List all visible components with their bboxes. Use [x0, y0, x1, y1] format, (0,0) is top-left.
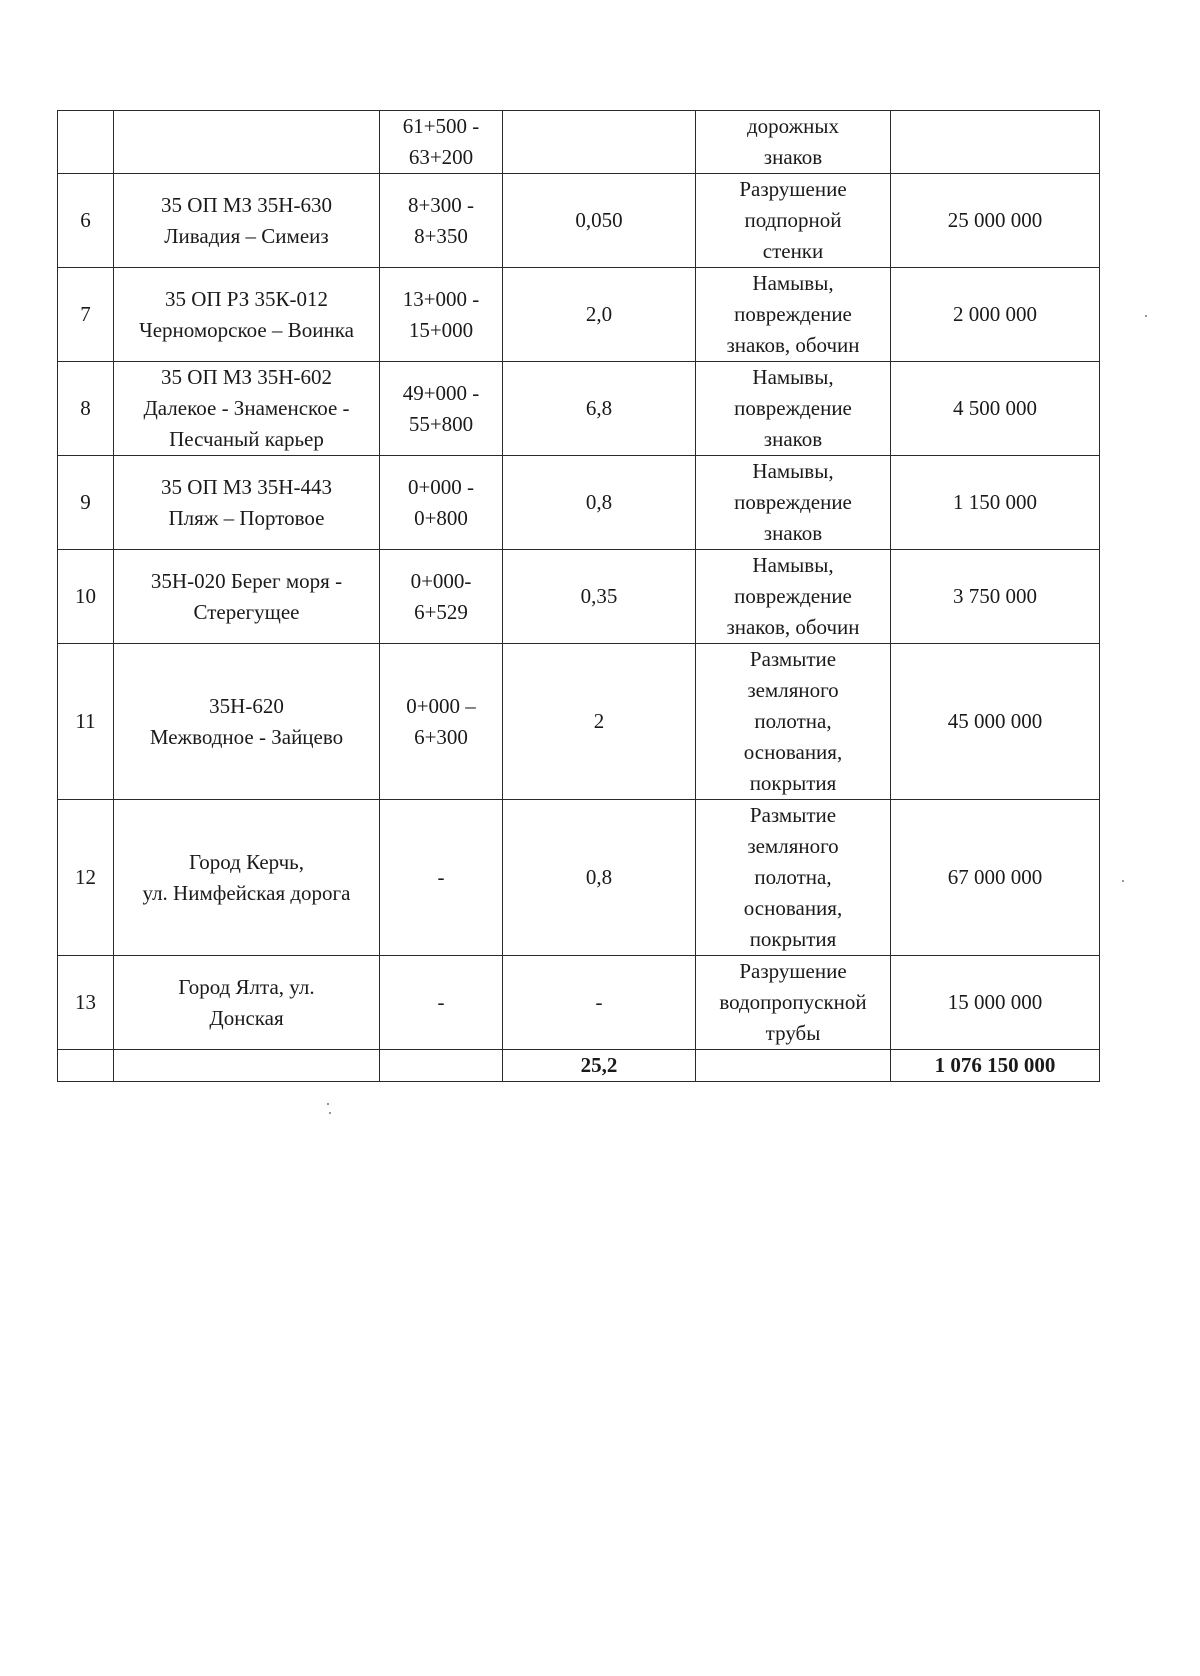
- kilometer-range-cell-line: 8+350: [414, 223, 468, 248]
- damage-description-cell-line: Намывы,: [752, 365, 834, 389]
- damage-description-cell-line: трубы: [765, 1021, 821, 1045]
- damage-description-cell: [696, 268, 891, 362]
- kilometer-range-cell: [380, 268, 503, 362]
- road-name-cell: [114, 956, 380, 1050]
- length-cell: 2: [503, 644, 696, 800]
- damage-description-cell: [696, 456, 891, 550]
- damage-description-cell: [696, 644, 891, 800]
- road-damage-table: [57, 110, 1100, 1082]
- damage-description-cell-line: знаков: [763, 521, 823, 545]
- kilometer-range-cell-line: 63+200: [408, 145, 474, 169]
- kilometer-range-cell-line: 55+800: [408, 411, 474, 436]
- cost-cell: 4 500 000: [891, 362, 1100, 456]
- cost-cell: [891, 111, 1100, 174]
- damage-description-cell-line: Размытие: [749, 647, 837, 671]
- road-name-cell-line: Донская: [209, 1005, 284, 1030]
- road-name-cell-line: Ливадия – Симеиз: [164, 223, 329, 248]
- kilometer-range-cell-line: 15+000: [408, 317, 474, 342]
- kilometer-range-cell-line: 0+000 –: [406, 693, 476, 718]
- road-name-cell: [114, 111, 380, 174]
- damage-description-cell-line: основания,: [743, 740, 843, 764]
- table-body: [58, 111, 1100, 1082]
- damage-description-cell-line: покрытия: [749, 771, 837, 795]
- damage-description-cell-line: Разрушение: [739, 177, 847, 201]
- length-cell: -: [503, 956, 696, 1050]
- damage-description-cell: [696, 174, 891, 268]
- damage-description-cell-line: стенки: [762, 239, 824, 263]
- damage-description-cell: [696, 550, 891, 644]
- kilometer-range-cell: [380, 456, 503, 550]
- total-length-cell: 25,2: [503, 1050, 696, 1082]
- road-name-cell-line: ул. Нимфейская дорога: [142, 880, 351, 905]
- damage-description-cell-line: полотна,: [754, 709, 832, 733]
- road-name-cell: [114, 174, 380, 268]
- kilometer-range-cell-line: 0+000 -: [407, 474, 475, 499]
- kilometer-range-cell: [380, 956, 503, 1050]
- length-cell: 6,8: [503, 362, 696, 456]
- road-name-cell: [114, 644, 380, 800]
- damage-description-cell-line: покрытия: [749, 927, 837, 951]
- row-number-cell: 11: [58, 644, 114, 800]
- table-row: [58, 800, 1100, 956]
- road-name-cell-line: 35Н-020 Берег моря -: [150, 568, 343, 593]
- total-empty-cell: [58, 1050, 114, 1082]
- damage-description-cell-line: дорожных: [746, 114, 840, 138]
- kilometer-range-cell-line: 0+800: [414, 505, 468, 530]
- damage-description-cell-line: знаков: [763, 427, 823, 451]
- total-empty-cell: [696, 1050, 891, 1082]
- damage-description-cell-line: полотна,: [754, 865, 832, 889]
- kilometer-range-cell-line: 61+500 -: [402, 114, 480, 138]
- damage-description-cell-line: повреждение: [734, 584, 852, 608]
- damage-description-cell-line: Разрушение: [739, 959, 847, 983]
- road-name-cell-line: Песчаный карьер: [169, 427, 324, 451]
- damage-description-cell-line: повреждение: [734, 396, 852, 420]
- road-name-cell-line: 35Н-620: [209, 693, 284, 718]
- road-name-cell: [114, 800, 380, 956]
- damage-description-cell-line: Намывы,: [752, 553, 834, 577]
- kilometer-range-cell-line: 6+529: [414, 599, 468, 624]
- damage-description-cell: [696, 111, 891, 174]
- total-cost-cell: 1 076 150 000: [891, 1050, 1100, 1082]
- row-number-cell: [58, 111, 114, 174]
- damage-description-cell-line: Намывы,: [752, 459, 834, 483]
- cost-cell: 67 000 000: [891, 800, 1100, 956]
- table-row: [58, 111, 1100, 174]
- table-row: [58, 550, 1100, 644]
- road-name-cell-line: Стерегущее: [193, 599, 300, 624]
- road-name-cell-line: Город Керчь,: [188, 849, 305, 874]
- row-number-cell: 9: [58, 456, 114, 550]
- cost-cell: 15 000 000: [891, 956, 1100, 1050]
- table-row: [58, 174, 1100, 268]
- road-name-cell-line: Черноморское – Воинка: [139, 317, 354, 342]
- damage-description-cell-line: Намывы,: [752, 271, 834, 295]
- kilometer-range-cell: [380, 362, 503, 456]
- kilometer-range-cell-line: 6+300: [414, 724, 468, 749]
- road-name-cell-line: 35 ОП МЗ 35Н-443: [161, 474, 332, 499]
- damage-description-cell-line: повреждение: [734, 490, 852, 514]
- kilometer-range-cell: [380, 644, 503, 800]
- scan-speck: [1122, 880, 1124, 882]
- damage-description-cell-line: знаков, обочин: [726, 333, 860, 357]
- kilometer-range-cell-line: -: [437, 990, 445, 1014]
- damage-description-cell-line: земляного: [747, 834, 839, 858]
- table-row: [58, 362, 1100, 456]
- length-cell: [503, 111, 696, 174]
- road-name-cell-line: 35 ОП РЗ 35К-012: [164, 286, 329, 311]
- damage-description-cell-line: основания,: [743, 896, 843, 920]
- road-name-cell-line: Межводное - Зайцево: [149, 724, 344, 749]
- cost-cell: 1 150 000: [891, 456, 1100, 550]
- damage-description-cell-line: Размытие: [749, 803, 837, 827]
- table-row: [58, 268, 1100, 362]
- table-total-row: [58, 1050, 1100, 1082]
- length-cell: 0,050: [503, 174, 696, 268]
- kilometer-range-cell-line: 0+000-: [410, 568, 472, 593]
- row-number-cell: 10: [58, 550, 114, 644]
- cost-cell: 45 000 000: [891, 644, 1100, 800]
- length-cell: 2,0: [503, 268, 696, 362]
- kilometer-range-cell: [380, 111, 503, 174]
- damage-description-cell-line: повреждение: [734, 302, 852, 326]
- damage-description-cell-line: водопропускной: [719, 990, 867, 1014]
- table-row: [58, 644, 1100, 800]
- damage-description-cell: [696, 956, 891, 1050]
- road-name-cell: [114, 362, 380, 456]
- kilometer-range-cell-line: 8+300 -: [407, 192, 475, 217]
- table-row: [58, 956, 1100, 1050]
- damage-description-cell: [696, 800, 891, 956]
- road-name-cell-line: 35 ОП МЗ 35Н-630: [161, 192, 332, 217]
- row-number-cell: 7: [58, 268, 114, 362]
- scan-speck: [329, 1112, 331, 1114]
- road-name-cell: [114, 550, 380, 644]
- road-name-cell-line: Далекое - Знаменское -: [143, 396, 350, 420]
- road-name-cell: [114, 456, 380, 550]
- row-number-cell: 12: [58, 800, 114, 956]
- damage-description-cell-line: знаков: [763, 145, 823, 169]
- kilometer-range-cell: [380, 550, 503, 644]
- length-cell: 0,8: [503, 800, 696, 956]
- length-cell: 0,8: [503, 456, 696, 550]
- scan-speck: [1145, 315, 1147, 317]
- road-name-cell-line: 35 ОП МЗ 35Н-602: [161, 365, 332, 389]
- cost-cell: 3 750 000: [891, 550, 1100, 644]
- total-empty-cell: [114, 1050, 380, 1082]
- kilometer-range-cell-line: 13+000 -: [402, 286, 480, 311]
- kilometer-range-cell-line: -: [437, 865, 445, 889]
- scan-speck: [327, 1103, 329, 1105]
- damage-description-cell-line: земляного: [747, 678, 839, 702]
- road-name-cell: [114, 268, 380, 362]
- damage-description-cell-line: знаков, обочин: [726, 615, 860, 639]
- damage-description-cell: [696, 362, 891, 456]
- row-number-cell: 13: [58, 956, 114, 1050]
- row-number-cell: 6: [58, 174, 114, 268]
- table-row: [58, 456, 1100, 550]
- cost-cell: 25 000 000: [891, 174, 1100, 268]
- total-empty-cell: [380, 1050, 503, 1082]
- road-name-cell-line: Пляж – Портовое: [168, 505, 325, 530]
- kilometer-range-cell: [380, 800, 503, 956]
- damage-description-cell-line: подпорной: [744, 208, 842, 232]
- length-cell: 0,35: [503, 550, 696, 644]
- kilometer-range-cell: [380, 174, 503, 268]
- kilometer-range-cell-line: 49+000 -: [402, 380, 480, 405]
- cost-cell: 2 000 000: [891, 268, 1100, 362]
- road-name-cell-line: Город Ялта, ул.: [178, 974, 315, 999]
- row-number-cell: 8: [58, 362, 114, 456]
